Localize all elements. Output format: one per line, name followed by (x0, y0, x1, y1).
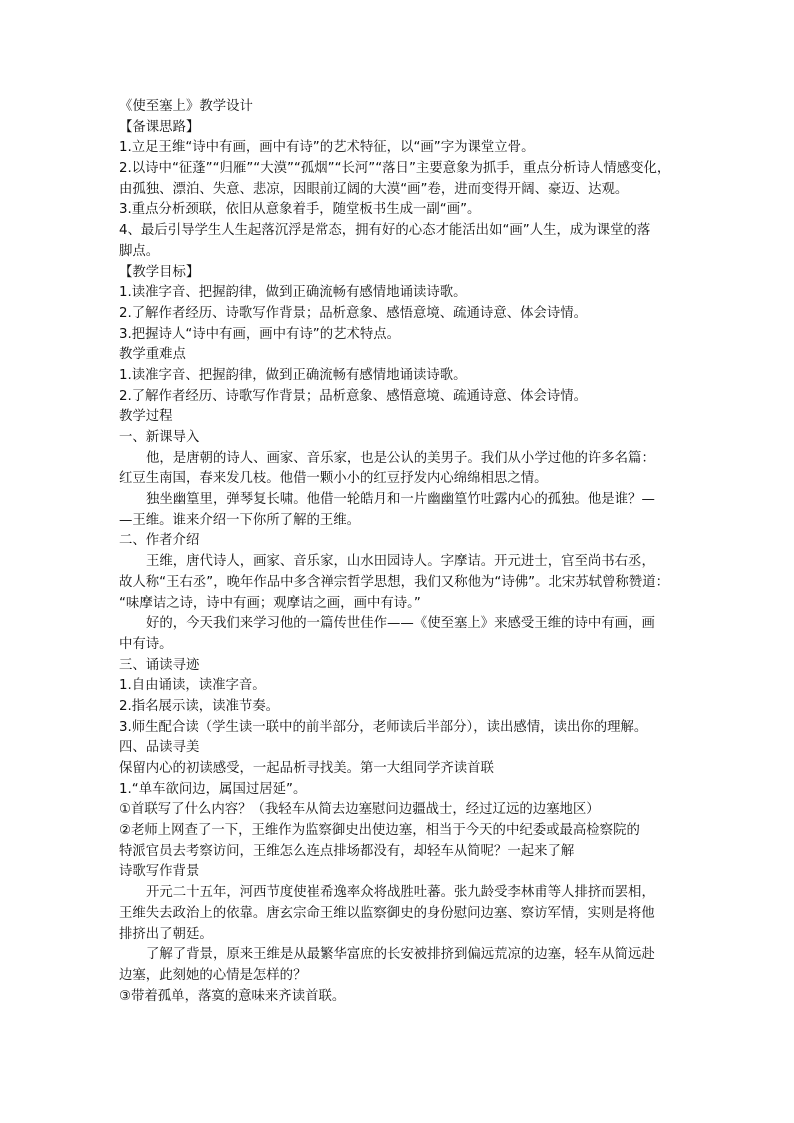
text-line: 脚点。 (119, 243, 160, 259)
text-line: —王维。谁来介绍一下你所了解的王维。 (119, 512, 361, 528)
text-line: “味摩诘之诗，诗中有画；观摩诘之画，画中有诗。” (119, 595, 421, 611)
text-line: 特派官员去考察访问，王维怎么连点排场都没有，却轻车从简呢？一起来了解 (119, 843, 575, 859)
text-line: 2.以诗中“征蓬”“归雁”“大漠”“孤烟”“长河”“落日”主要意象为抓手，重点分析诗人情感变化， (119, 161, 671, 177)
text-line: 教学过程 (119, 409, 173, 425)
text-line: 3.重点分析颈联，依旧从意象着手，随堂板书生成一副“画”。 (119, 202, 481, 218)
text-line: 1.读准字音、把握韵律，做到正确流畅有感情地诵读诗歌。 (119, 285, 467, 301)
text-line: 由孤独、漂泊、失意、悲凉，因眼前辽阔的大漠“画”卷，进而变得开阔、豪迈、达观。 (119, 181, 629, 197)
text-line: 了解了背景，原来王维是从最繁华富庶的长安被排挤到偏远荒凉的边塞，轻车从简远赴 (146, 947, 655, 963)
text-line: 中有诗。 (119, 636, 173, 652)
text-line: 保留内心的初读感受，一起品析寻找美。第一大组同学齐读首联 (119, 761, 494, 776)
text-line: 【教学目标】 (119, 264, 200, 280)
text-line: 独坐幽篁里，弹琴复长啸。他借一轮皓月和一片幽幽篁竹吐露内心的孤独。他是谁？— (146, 492, 655, 508)
text-line: 3.把握诗人“诗中有画，画中有诗”的艺术特点。 (119, 326, 401, 342)
text-line: 一、新课导入 (119, 430, 200, 445)
text-line: 教学重难点 (119, 347, 186, 363)
text-line: 2.了解作者经历、诗歌写作背景；品析意象、感悟意境、疏通诗意、体会诗情。 (119, 388, 588, 404)
text-line: ②老师上网查了一下，王维作为监察御史出使边塞，相当于今天的中纪委或最高检察院的 (119, 823, 640, 839)
text-line: 【备课思路】 (119, 119, 200, 135)
text-line: 3.师生配合读（学生读一联中的前半部分，老师读后半部分），读出感情，读出你的理解。 (119, 719, 648, 735)
document-title: 《使至塞上》教学设计 (119, 99, 253, 114)
text-line: 排挤出了朝廷。 (119, 926, 213, 942)
document-body (119, 97, 681, 1007)
text-line: 四、品读寻美 (119, 740, 200, 756)
text-line: 王维，唐代诗人，画家、音乐家，山水田园诗人。字摩诘。开元进士，官至尚书右丞， (146, 554, 655, 570)
text-line: 好的，今天我们来学习他的一篇传世佳作——《使至塞上》来感受王维的诗中有画，画 (146, 616, 655, 632)
text-line: ①首联写了什么内容？（我轻车从简去边塞慰问边疆战士，经过辽远的边塞地区） (119, 802, 600, 818)
text-line: 三、诵读寻迹 (119, 657, 200, 673)
text-line: 诗歌写作背景 (119, 864, 200, 880)
text-line: 1.读准字音、把握韵律，做到正确流畅有感情地诵读诗歌。 (119, 367, 467, 383)
text-line: ③带着孤单，落寞的意味来齐读首联。 (119, 988, 346, 1004)
text-line: 红豆生南国，春来发几枝。他借一颗小小的红豆抒发内心绵绵相思之情。 (119, 471, 548, 487)
text-line: 1.自由诵读，读准字音。 (119, 678, 266, 694)
text-line: 二、作者介绍 (119, 533, 200, 549)
text-line: 2.指名展示读，读准节奏。 (119, 698, 280, 714)
text-line: 1.立足王维“诗中有画，画中有诗”的艺术特征，以“画”字为课堂立骨。 (119, 140, 535, 156)
text-line: 1.“单车欲问边，属国过居延”。 (119, 781, 307, 797)
text-line: 王维失去政治上的依靠。唐玄宗命王维以监察御史的身份慰问边塞、察访军情，实则是将他 (119, 905, 655, 921)
text-line: 他，是唐朝的诗人、画家、音乐家，也是公认的美男子。我们从小学过他的许多名篇： (146, 450, 655, 466)
text-line: 边塞，此刻她的心情是怎样的？ (119, 967, 307, 983)
document-lines (119, 118, 681, 1008)
text-line: 2.了解作者经历、诗歌写作背景；品析意象、感悟意境、疏通诗意、体会诗情。 (119, 305, 588, 321)
text-line: 故人称“王右丞”，晚年作品中多含禅宗哲学思想，我们又称他为“诗佛”。北宋苏轼曾称赞道： (119, 574, 669, 590)
text-line: 开元二十五年，河西节度使崔希逸率众将战胜吐蕃。张九龄受李林甫等人排挤而罢相， (146, 885, 655, 901)
text-line: 4、最后引导学生人生起落沉浮是常态，拥有好的心态才能活出如“画”人生，成为课堂的落 (119, 223, 651, 239)
